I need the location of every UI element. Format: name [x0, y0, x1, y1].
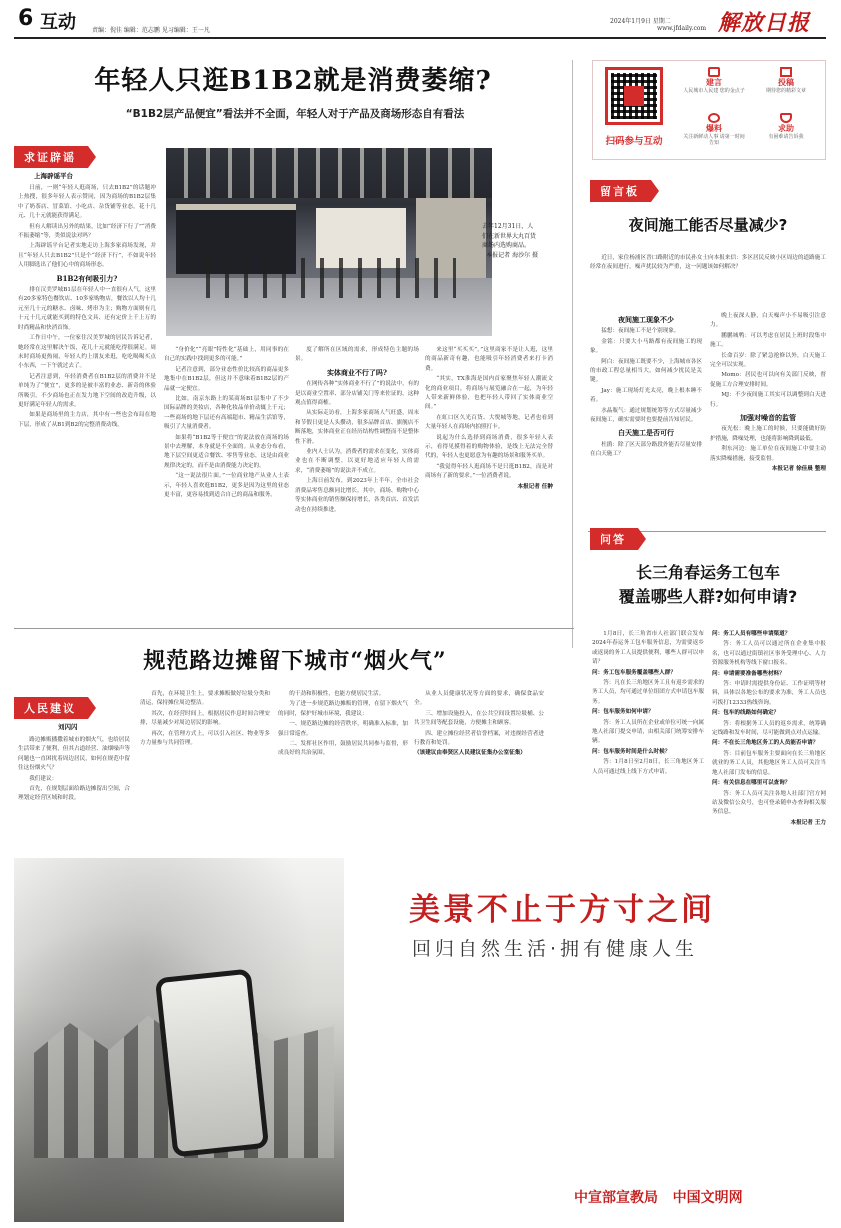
body-para: 业内人士认为，消费者的需求在变化，实体商业也在不断调整，以更好地适应年轻人的需求，“消费萎缩”的说法并不成立。 — [295, 449, 419, 474]
body-para: 其次，在经营时间上，根据居民作息时间合理安排，尽量减少对周边居民的影响。 — [140, 710, 270, 727]
qa-answer: 答：申请时需提供身份证、工作证明等材料，具体以各地公布的要求为准，务工人员也可拨打12333热线咨询。 — [712, 681, 826, 706]
column-divider — [572, 60, 573, 648]
message-board-title: 夜间施工能否尽量减少? — [628, 216, 788, 234]
qa-column-1 — [592, 630, 704, 850]
qa-answer: 答：1月8日至2月8日，长三角地区务工人员可通过线上线下方式申请。 — [592, 759, 704, 775]
masthead-logo: 解放日报 — [718, 10, 811, 36]
intro-para: 上海辟谣平台记者实地走访上海多家商场发现，并且“年轻人只去B1B2”只是个“经济下行”，不如说年轻人用脚选出了他们心中的商场形态。 — [18, 243, 156, 269]
comment: 鹏鹏城鸭：可以考虑在居民上班时段集中施工。 — [710, 332, 826, 349]
qa-question: 问：务工包车服务覆盖哪些人群？ — [592, 669, 676, 676]
comment: MJ：不少夜间施工其实可以调整到白天进行。 — [710, 392, 826, 408]
ad-slogan: 回归自然生活·拥有健康人生 — [412, 938, 699, 960]
body-para: 二、发挥社区作用，鼓励居民共同参与监督，形成良好的共治氛围。 — [278, 741, 408, 757]
qa-question: 问：包车服务时间是什么时候？ — [592, 748, 671, 755]
submit-desc: 期待您的精彩文章 — [765, 88, 806, 94]
qa-column-2 — [712, 630, 826, 850]
stall-column-3 — [278, 690, 408, 850]
help-desc: 有困难请告诉我 — [768, 134, 804, 140]
body-para: 路边摊贩播撒着城市的烟火气，也给居民生活带来了便利，但其占道经营、油烟噪声等问题也一直困扰着周边居民，如何在规范中留住这份烟火气？ — [18, 737, 130, 772]
lead-intro-column — [18, 184, 156, 619]
author-name: 刘闪闪 — [58, 723, 78, 731]
message-board-col1 — [590, 312, 702, 524]
mall-photo — [166, 148, 492, 336]
section-heading: B1B2有何吸引力? — [56, 273, 118, 283]
qa-question: 问：不在长三角地区务工的人员能否申请？ — [712, 740, 819, 747]
comment: 阿白：夜间施工既要不少，上海城市各区的市政工程总量相当大，如何减少扰民是关键。 — [590, 358, 702, 384]
comment: 长命百岁：除了紧急抢修以外，白天施工完全可以实现。 — [710, 352, 826, 369]
qr-item-suggest[interactable] — [681, 67, 747, 107]
body-para: 来这里“买买买”。”这里商家不是让人逛，这里的商品新奇有趣，也能吸引年轻消费者来打卡消费。 — [425, 347, 553, 372]
intro-para: 近日，家住杨浦区晋口路附近的市民孙女士向本报来信：多区居民反映小区周边的道路施工经常在夜间进行，噪声扰民较为严重，这一问题该如何解决？ — [590, 255, 826, 271]
stall-column-1 — [18, 736, 130, 848]
body-para: 我们建议： — [29, 775, 58, 782]
editors-line: 责编：倪佳 编辑：范志鹏 见习编辑：王一凡 — [92, 27, 210, 34]
qa-question: 问：有关信息在哪里可以查询？ — [712, 780, 791, 787]
body-para: 从实际走访看，上海多家商场人气旺盛，周末和节假日更是人头攒动，很多品牌首店、旗舰店不断落地，实体商业正在经历结构性调整而不是整体性下滑。 — [295, 410, 419, 445]
qa-answer: 答：务工人员所在企业或单位可统一向属地人社部门提交申请，由相关部门统筹安排车辆。 — [592, 719, 704, 745]
byline: 本报记者 任翀 — [517, 483, 553, 490]
qa-title-line2: 覆盖哪些人群?如何申请? — [618, 587, 798, 606]
comment: 金铭：只要大小马路都有夜间施工的现象。 — [590, 338, 702, 355]
qa-para: 1月8日，长三角省市人社部门联合发布2024年春运务工包车服务信息，为需要返乡或返岗的务工人员提供便利，哪些人群可以申请？ — [592, 631, 704, 666]
source-label: 上海辟谣平台 — [34, 172, 73, 180]
qa-title-line1: 长三角春运务工包车 — [635, 563, 780, 582]
qa-question: 问：包车的线路如何确定？ — [712, 710, 780, 717]
body-para: 如果是商场里的主力店，其中有一些也会布局在地下层，形成了从B1到B2的完整消费动线。 — [18, 412, 156, 428]
body-para: 比如，南京东路上的某商场B1层集中了不少国际品牌的美妆店，各种化妆品单价动辄上千元；一些商场的地下层还有高端超市、精品生活馆等，吸引了大量消费者。 — [164, 396, 289, 431]
body-para: 在虹口区久光百货、大悦城等地，记者也看到大量年轻人在商场内拍照打卡。 — [425, 414, 553, 431]
ad-phone — [155, 968, 269, 1157]
suggest-icon — [708, 67, 720, 77]
section-name: 互动 — [40, 12, 76, 33]
ad-sponsors: 中宣部宣教局 中国文明网 — [574, 1190, 743, 1206]
message-board-intro — [590, 254, 826, 312]
ceiling-lights — [166, 148, 492, 198]
website-link[interactable]: www.jfdaily.com — [657, 25, 707, 32]
qa-answer: 答：务工人员可关注各地人社部门官方网站及微信公众号，也可登录随申办查询相关服务信息。 — [712, 790, 826, 816]
comment: 夜光松：晚上施工的时候，只要能做好防护措施，降噪处理，也能将影响降到最低。 — [710, 426, 826, 442]
interaction-box — [592, 60, 826, 160]
body-para: 四、建立摊位经营者信誉档案，对违规经营者进行教育和处罚。 — [414, 730, 544, 747]
message-board-col2 — [710, 312, 826, 524]
body-para: 三、增加设施投入，在公共空间设置垃圾桶、公共卫生间等配套设施，方便摊主和顾客。 — [414, 710, 544, 727]
body-para: 记者注意到，年轻消费者在B1B2层的消费并不是单纯为了“便宜”，更多的是被丰富的业态、新奇的体验所吸引。不少商场也正在发力地下空间的改造升级，以更好满足年轻人的需求。 — [18, 373, 156, 408]
tipoff-desc: 关注新鲜动人事 请第一时间告知 — [683, 134, 745, 146]
qa-answer: 答：务工人员可以通过所在企业集中报名，也可以通过街镇社区事务受理中心、人力资源服务机构等线下窗口报名。 — [712, 641, 826, 667]
public-service-ad — [14, 858, 826, 1222]
qa-tag: 问答 — [590, 528, 638, 550]
page-number: 6 — [18, 6, 34, 31]
comment: Jay：施工现场灯光太亮，晚上根本睡不着。 — [590, 387, 702, 404]
comment: 水晶瓶气：通过规划统筹等方式尽量减少夜间施工，确实需要时也要提前告知居民。 — [590, 407, 702, 424]
section-rule — [14, 628, 574, 629]
message-board-tag: 留言板 — [590, 180, 651, 202]
byline: 本报记者 徐佳晨 整理 — [771, 466, 826, 473]
lead-column-3 — [295, 346, 419, 621]
lead-column-2 — [164, 346, 289, 621]
stall-column-2 — [140, 690, 270, 850]
section-heading: 加强对噪音的监管 — [740, 413, 796, 423]
qr-item-submit[interactable] — [751, 67, 821, 107]
comment: Momo：居民也可以向有关部门反映，督促施工方合理安排时间。 — [710, 372, 826, 388]
body-para: 首先，在规划层面给路边摊留出空间，合理划定经营区域和时段。 — [18, 786, 130, 802]
body-para: “这一说法很片面。”一位商业地产从业人士表示，年轻人喜欢逛B1B2，更多是因为这里的业态更丰富，更容易找到适合自己的商品和服务。 — [164, 473, 289, 499]
section-heading: 夜间施工现象不少 — [618, 315, 674, 324]
people-suggestion-tag: 人民建议 — [14, 697, 88, 719]
section-heading: 白天施工是否可行 — [618, 428, 674, 438]
comment: 利东河边：施工单位在夜间施工中要主动落实降噪措施，接受监督。 — [710, 446, 826, 462]
body-para: 如果将“B1B2等于便宜”的说法放在商场的场景中去理解，本身就是不全面的。从业态分布看，地下层空间更适合餐饮、零售等业态，这是由商业规律决定的，而不是由消费能力决定的。 — [164, 434, 289, 469]
tipoff-label: 爆料 — [706, 124, 722, 133]
qa-question: 问：包车服务如何申请？ — [592, 709, 654, 716]
source-note: （该建议由奉贤区人民建议征集办公室征集） — [414, 750, 526, 757]
page-header — [0, 0, 841, 40]
body-para: 一、规范路边摊的经营秩序，明确准入标准，加强日常巡查。 — [278, 721, 408, 737]
body-para: 在网传各种“实体商业不行了”的说法中，有的是以商业空置率、部分店铺关门等来佐证的，这种观点值得商榷。 — [295, 381, 419, 407]
body-para: “我觉得年轻人逛商场不是只逛B1B2，而是对商场有了新的要求。”一位消费者说。 — [425, 463, 553, 480]
suggest-desc: 人民城市人民建 您的金点子 — [683, 88, 745, 94]
qr-code-frame[interactable] — [605, 67, 663, 125]
qa-answer: 答：将根据务工人员的返乡需求，统筹确定线路和发车时间，尽可能做到点对点运输。 — [712, 720, 826, 737]
qr-item-help[interactable] — [751, 113, 821, 153]
qa-question: 问：申请需要准备哪些材料？ — [712, 670, 785, 677]
tipoff-icon — [708, 113, 720, 123]
body-para: 的干劲和积极性，也能方便居民生活。 — [289, 691, 385, 697]
header-rule — [14, 37, 826, 39]
qr-item-tipoff[interactable] — [681, 113, 747, 153]
lead-headline: 年轻人只逛B1B2就是消费萎缩? — [94, 66, 492, 96]
body-para: “身价化”“亮眼”特性化“基础上，用同事的在自己的实践中找到更多的可能。” — [164, 347, 289, 363]
photo-caption — [482, 222, 538, 260]
body-para: 工作日中午，一位家住汉美罗城的居民告诉记者，她经常在这里解决午饭，花几十元就能吃得很满足。周末时商场更热闹，年轻人约上朋友来逛，吃吃喝喝买点小东西，一下午就过去了。 — [18, 335, 156, 370]
issue-date: 2024年1月9日 星期二 — [610, 18, 671, 25]
suggest-label: 建言 — [706, 78, 722, 87]
submit-icon — [780, 67, 792, 77]
help-label: 求助 — [778, 124, 794, 133]
comment: 猛想：夜间施工不是个别现象。 — [601, 328, 680, 335]
comment: 晚上夜深人静，白天噪声小不易吸引注意力。 — [710, 313, 826, 329]
body-para: 首先，在环境卫生上，要求摊贩做好垃圾分类和清运，保持摊位周边整洁。 — [140, 691, 270, 707]
body-para: 说起为什么选择到商场消费，很多年轻人表示，看得见摸得着的购物体验，是线上无法完全替代的，年轻人也更愿意为有趣的场景和服务买单。 — [425, 434, 553, 460]
body-para: 为了进一步规范路边摊贩的管理，在留下烟火气的同时，保护好城市环境，我建议： — [278, 701, 408, 717]
body-para: 再次，在管理方式上，可以引入社区、物业等多方力量参与共同管理。 — [140, 730, 270, 747]
qr-center-logo — [624, 86, 644, 106]
body-para: 记者注意到，部分业态性价比较高的商品更多地集中在B1B2层，但这并不意味着B1B2层的产品就一定便宜。 — [164, 366, 289, 392]
street-stall-title: 规范路边摊留下城市“烟火气” — [143, 648, 447, 674]
stall-column-4 — [414, 690, 544, 850]
body-para: 度了解所在区域的需求，形成特色主题的场景。 — [295, 347, 419, 363]
ad-headline: 美景不止于方寸之间 — [409, 892, 715, 928]
submit-label: 投稿 — [778, 78, 794, 87]
caption-text: 去年12月31日，人们在新世界大丸百货商场内选购商品。 — [482, 223, 537, 249]
comment: 杜鹃：除了区天部分路段外能否尽量安排在白天施工？ — [590, 441, 702, 458]
body-para: “其实，TX淮海是国内首家聚焦年轻人潮流文化的商业项目，将商场与展览融合在一起，为年轻人带来新鲜体验，也把年轻人带回了实体商业空间。” — [425, 376, 553, 411]
body-para: 排在汉美罗城B1层在年轻人中一直很有人气，这里有20多家特色餐饮店、10多家购物店，餐饮以人均十几元至几十元的糖水、卤味、烤串为主；购物方面则有几十元十几元就能买到的特色文具、还有定价上千上万的时尚精品和快消首饰。 — [18, 287, 156, 331]
rumor-check-tag: 求证辟谣 — [14, 146, 88, 168]
shoppers — [206, 258, 456, 298]
intro-para: 日前，一则“年轻人逛商场，只去B1B2”的话题冲上热搜，很多年轻人表示赞同，因为商场的B1B2层集中了奶茶店、冒菜馆、小吃店、杂货铺等业态，花十几元、几十元就能获得满足。 — [18, 185, 156, 220]
qa-question: 问：务工人员有哪些申请渠道？ — [712, 631, 791, 637]
body-para: 从业人员健康状况等方面的要求，确保食品安全。 — [414, 691, 544, 707]
qa-answer: 答：目前包车服务主要面向在长三角地区就业的务工人员，其他地区务工人员可关注当地人社部门发布的信息。 — [712, 750, 826, 776]
help-icon — [780, 113, 792, 123]
section-heading: 实体商业不行了吗? — [326, 367, 388, 377]
byline: 本报记者 王力 — [790, 819, 826, 826]
qr-caption: 扫码参与互动 — [605, 136, 663, 147]
lead-column-4 — [425, 346, 553, 621]
photo-credit: 本报记者 海沙尔 摄 — [486, 251, 538, 259]
body-para: 上海日前发布，到2023年上半年，全市社会消费品零售总额同比增长。其中，商场、购物中心等实体商业的销售额保持增长，各类首店、首发活动也在持续推进。 — [295, 478, 419, 513]
qa-answer: 答：凡在长三角地区务工且有返乡需求的务工人员，均可通过单位组团方式申请包车服务。 — [592, 680, 704, 705]
intro-para: 但有人解读出另外的结果，比如“经济下行了”“消费不振萎缩”等，类似说法对吗？ — [18, 223, 156, 240]
lead-subtitle: “B1B2层产品便宜”看法并不全面，年轻人对于产品及商场形态自有看法 — [125, 108, 465, 120]
